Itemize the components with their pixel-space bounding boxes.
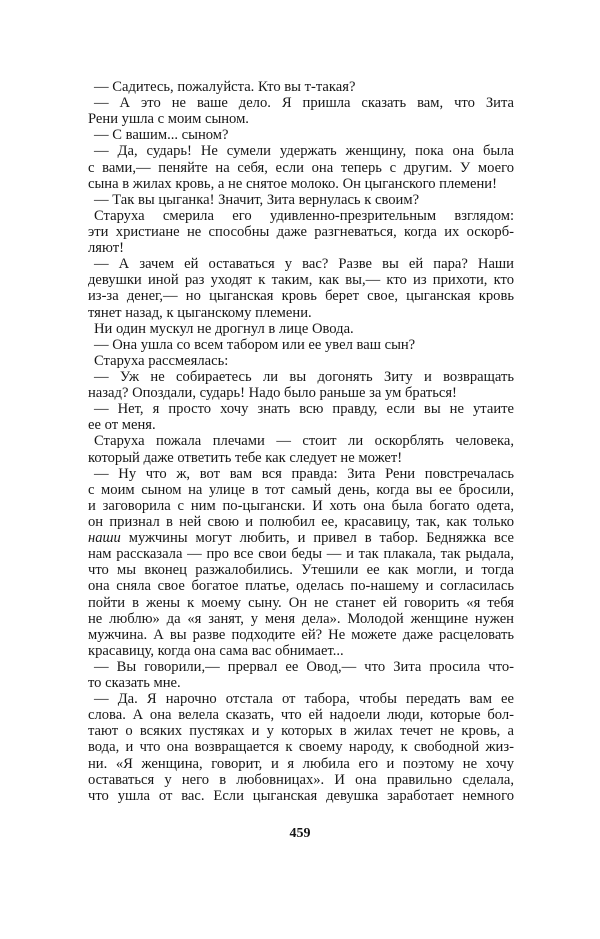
text-line: Старуха смерила его удивленно-презрительным взглядом: <box>94 207 514 224</box>
paragraph <box>88 401 514 433</box>
text-line: Старуха пожала плечами — стоит ли оскорблять человека, <box>94 433 514 450</box>
paragraph <box>88 79 514 95</box>
text-line: — Ну что ж, вот вам вся правда: Зита Рени повстречалась <box>94 465 514 482</box>
text-line: мужчина. А вы разве подходите ей? Не можете даже расцеловать <box>88 626 514 643</box>
text-line: он признал в ней свою и полюбил ее, красавицу, так, как только <box>88 513 514 530</box>
text-line: пойти в жены к моему сыну. Он не станет ей говорить «я тебя <box>88 594 514 611</box>
text-line: — Уж не собираетесь ли вы догонять Зиту и возвращать <box>94 368 514 385</box>
text-line: не люблю» да «я занят, у меня дела». Молодой женщине нужен <box>88 610 514 627</box>
paragraph <box>88 256 514 320</box>
text-line: она сняла свое богатое платье, оделась по-нашему и согласилась <box>88 578 514 595</box>
text-line: нам рассказала — про все свои беды — и так плакала, так рыдала, <box>88 546 514 563</box>
text-line: — Да. Я нарочно отстала от табора, чтобы передать вам ее <box>94 691 514 708</box>
text-line: — Вы говорили,— прервал ее Овод,— что Зита просила что- <box>94 658 514 675</box>
paragraph <box>88 337 514 353</box>
line-text: мужчины могут любить, и привел в табор. Бедняжка все <box>120 530 514 547</box>
text-line: то сказать мне. <box>88 675 181 692</box>
text-line: — А зачем ей оставаться у вас? Разве вы ей пара? Наши <box>94 256 514 273</box>
text-line: Ни один мускул не дрогнул в лице Овода. <box>94 320 354 337</box>
text-line: и заговорила с ним по-цыгански. И хоть она была богато одета, <box>88 497 514 514</box>
text-line: — С вашим... сыном? <box>94 127 229 144</box>
text-line: слова. А она велела сказать, что ей надоели люди, которые бол- <box>88 707 514 724</box>
text-line: из-за денег,— но цыганская кровь берет свое, цыганская кровь <box>88 288 514 305</box>
text-line: который даже ответить тебе как следует не может! <box>88 449 403 466</box>
text-line: — А это не ваше дело. Я пришла сказать вам, что Зита <box>94 95 514 112</box>
text-line: — Она ушла со всем табором или ее увел ваш сын? <box>94 336 416 353</box>
paragraph <box>88 208 514 256</box>
text-line: Старуха рассмеялась: <box>94 352 229 369</box>
paragraph <box>88 353 514 369</box>
paragraph <box>88 691 514 804</box>
paragraph <box>88 192 514 208</box>
text-line: что мы вконец разжалобились. Утешили ее как могли, и тогда <box>88 562 514 579</box>
text-line <box>88 530 514 546</box>
text-line: — Так вы цыганка! Значит, Зита вернулась к своим? <box>94 191 420 208</box>
text-line: — Да, сударь! Не сумели удержать женщину, пока она была <box>94 143 514 160</box>
text-line: девушки иной раз уходят к таким, как вы,— кто из прихоти, кто <box>88 272 514 289</box>
text-line: ляют! <box>88 240 124 257</box>
italic-word: наши <box>88 530 121 547</box>
text-line: что ушла от вас. Если цыганская девушка заработает немного <box>88 787 514 804</box>
text-line: оставаться у него в любовницах». И она правильно сделала, <box>88 771 514 788</box>
page-number: 459 <box>289 826 311 841</box>
paragraph <box>88 321 514 337</box>
text-line: с вами,— пеняйте на себя, если она теперь с другим. У моего <box>88 159 514 176</box>
paragraph <box>88 433 514 465</box>
text-line: тают о всяких пустяках и у которых в жилах течет не кровь, а <box>88 723 514 740</box>
text-line: вода, и что она возвращается к своему народу, к свободной жиз- <box>88 739 514 756</box>
text-line: — Садитесь, пожалуйста. Кто вы т-такая? <box>94 79 356 95</box>
paragraph <box>88 659 514 691</box>
paragraph <box>88 127 514 143</box>
paragraph <box>88 95 514 127</box>
text-line: назад? Опоздали, сударь! Надо было раньше за ум браться! <box>88 385 457 402</box>
text-line: эти христиане не способны даже разгневаться, когда их оскорб- <box>88 223 514 240</box>
text-line: красавицу, когда она сама вас обнимает... <box>88 642 344 659</box>
text-line: сына в жилах кровь, а не снятое молоко. Он цыганского племени! <box>88 175 497 192</box>
text-line: — Нет, я просто хочу знать всю правду, если вы не утаите <box>94 401 514 418</box>
text-line: с моим сыном на улице в тот самый день, когда вы ее бросили, <box>88 481 514 498</box>
text-line: ни. «Я женщина, говорит, и я любила его и поэтому не хочу <box>88 755 514 772</box>
paragraph <box>88 143 514 191</box>
paragraph <box>88 466 514 659</box>
text-line: тянет назад, к цыганскому племени. <box>88 304 312 321</box>
paragraph <box>88 369 514 401</box>
text-line: Рени ушла с моим сыном. <box>88 111 249 128</box>
text-line: ее от меня. <box>88 417 156 434</box>
body-text <box>88 79 514 804</box>
